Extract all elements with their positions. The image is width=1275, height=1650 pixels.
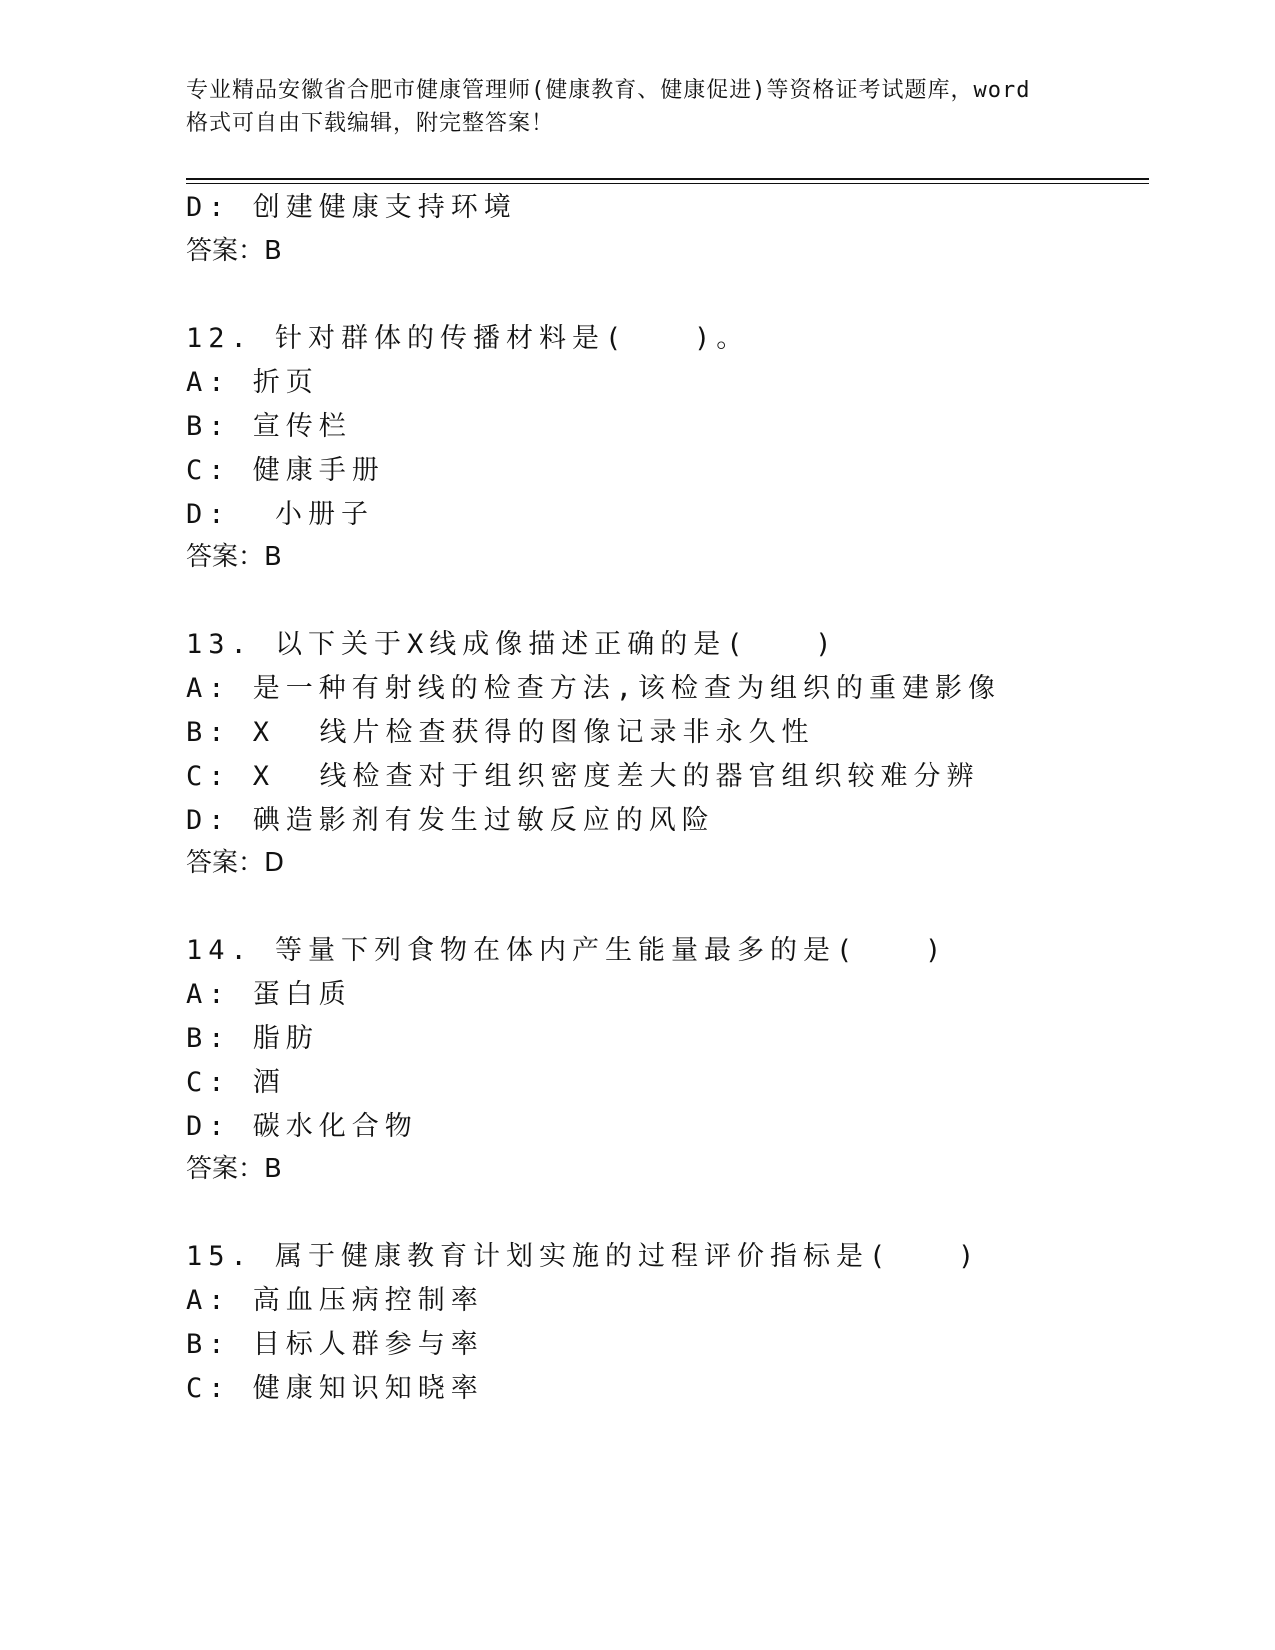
question-12-option-d: D: 小册子: [186, 499, 375, 530]
question-14-option-b: B: 脂肪: [186, 1023, 319, 1054]
header-line-1: 专业精品安徽省合肥市健康管理师(健康教育、健康促进)等资格证考试题库，word: [186, 78, 1031, 103]
question-13-option-a: A: 是一种有射线的检查方法,该检查为组织的重建影像: [186, 673, 1002, 704]
question-15-option-b: B: 目标人群参与率: [186, 1329, 484, 1360]
question-14-answer: 答案：B: [186, 1154, 282, 1184]
question-13-option-d: D: 碘造影剂有发生过敏反应的风险: [186, 805, 715, 836]
question-13-answer: 答案：D: [186, 848, 285, 878]
header-divider-thick: [186, 178, 1149, 180]
question-12-answer: 答案：B: [186, 542, 282, 572]
question-12-option-a: A: 折页: [186, 367, 319, 398]
question-12-option-b: B: 宣传栏: [186, 411, 352, 442]
question-15-option-a: A: 高血压病控制率: [186, 1285, 484, 1316]
question-12-stem: 12. 针对群体的传播材料是( )。: [186, 323, 750, 354]
question-15-stem: 15. 属于健康教育计划实施的过程评价指标是( ): [186, 1241, 981, 1272]
prev-answer: 答案：B: [186, 236, 282, 266]
question-15-option-c: C: 健康知识知晓率: [186, 1373, 484, 1404]
prev-option-d: D: 创建健康支持环境: [186, 192, 517, 223]
question-12-option-c: C: 健康手册: [186, 455, 385, 486]
question-14-option-c: C: 酒: [186, 1067, 286, 1098]
header-divider-thin: [186, 183, 1149, 184]
header-line-2: 格式可自由下载编辑，附完整答案！: [186, 111, 555, 136]
document-header: [186, 74, 1086, 140]
question-14-option-d: D: 碳水化合物: [186, 1111, 418, 1142]
question-14-stem: 14. 等量下列食物在体内产生能量最多的是( ): [186, 935, 948, 966]
question-14-option-a: A: 蛋白质: [186, 979, 352, 1010]
question-13-stem: 13. 以下关于X线成像描述正确的是( ): [186, 629, 838, 660]
question-13-option-c: C: X 线检查对于组织密度差大的器官组织较难分辨: [186, 761, 980, 792]
question-13-option-b: B: X 线片检查获得的图像记录非永久性: [186, 717, 815, 748]
